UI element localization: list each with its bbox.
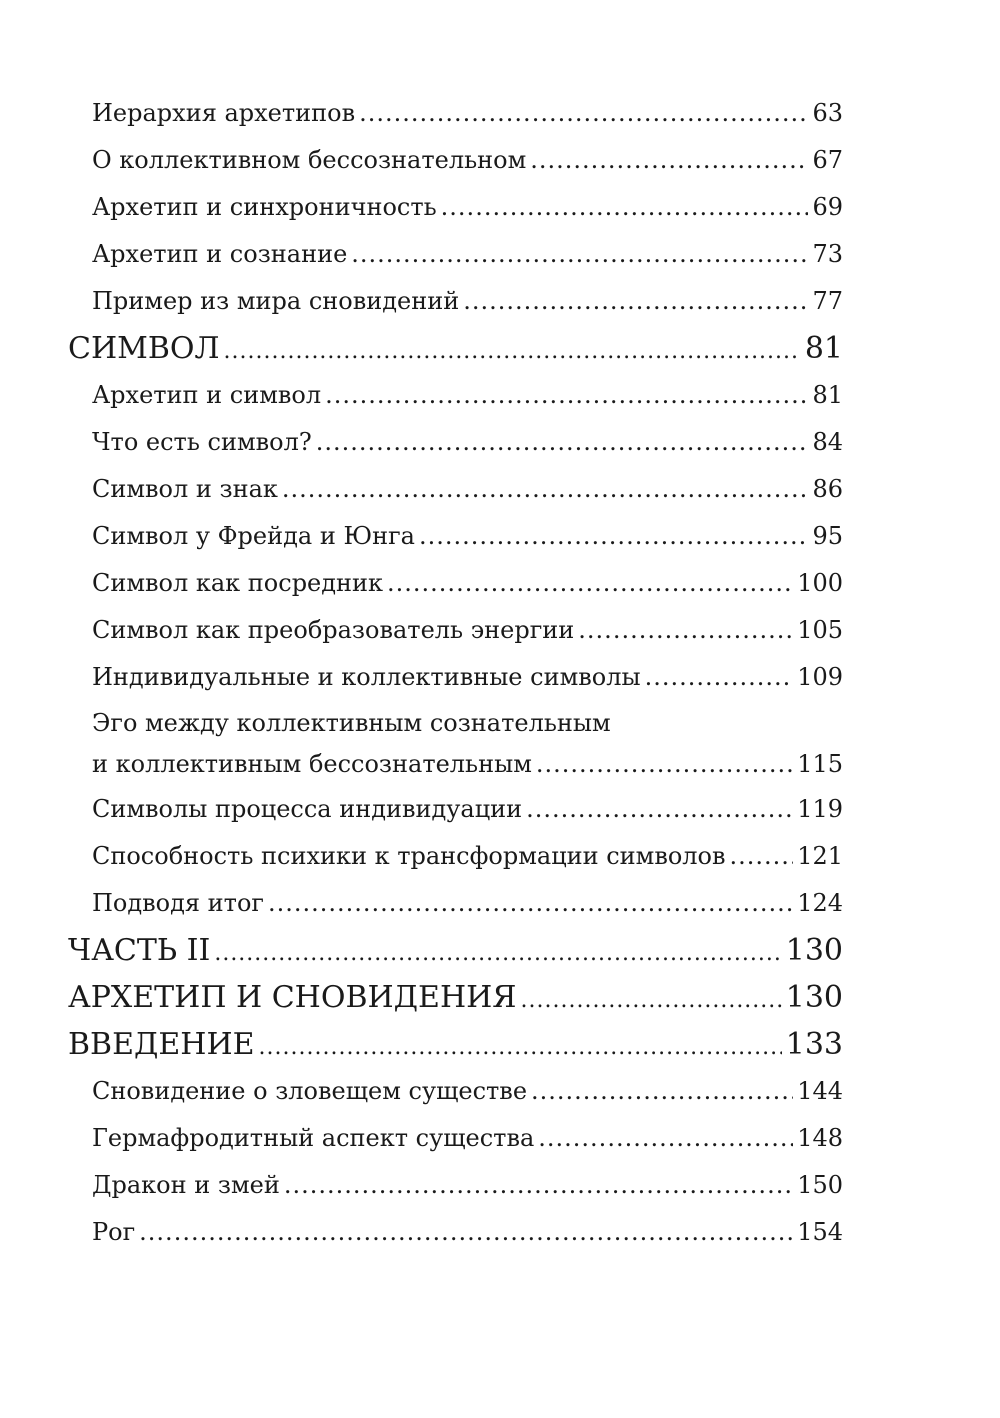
toc-chapter-title: СИМВОЛ (68, 331, 220, 366)
toc-page-number: 124 (797, 889, 843, 917)
toc-entry[interactable] (68, 184, 843, 231)
toc-leader-dots (441, 184, 809, 231)
toc-leader-dots (214, 927, 781, 977)
toc-page-number: 115 (797, 750, 843, 778)
toc-entry-title-line1: Эго между коллективным сознательным (92, 709, 611, 737)
toc-page-number: 86 (812, 475, 843, 503)
toc-page-number: 67 (812, 146, 843, 174)
toc-leader-dots (419, 513, 808, 560)
toc-entry[interactable] (68, 1115, 843, 1162)
toc-entry-title: Архетип и сознание (92, 240, 348, 268)
toc-entry-title: Архетип и синхроничность (92, 193, 437, 221)
toc-entry[interactable] (68, 607, 843, 654)
toc-entry-title: Символ у Фрейда и Юнга (92, 522, 415, 550)
toc-leader-dots (282, 466, 809, 513)
toc-page-number: 63 (812, 99, 843, 127)
toc-leader-dots (325, 372, 808, 419)
toc-part-title: ЧАСТЬ II (68, 933, 211, 968)
toc-page-number: 100 (797, 569, 843, 597)
toc-entry[interactable] (68, 833, 843, 880)
toc-entry[interactable] (68, 786, 843, 833)
toc-page-number: 148 (797, 1124, 843, 1152)
toc-entry[interactable] (68, 654, 843, 701)
toc-page-number: 121 (797, 842, 843, 870)
toc-part-title-entry[interactable] (68, 974, 843, 1021)
toc-entry[interactable] (68, 372, 843, 419)
toc-page-number: 130 (785, 980, 843, 1015)
toc-entry-title: Пример из мира сновидений (92, 287, 460, 315)
toc-leader-dots (578, 607, 793, 654)
toc-leader-dots (521, 974, 782, 1024)
toc-entry-title: Архетип и символ (92, 381, 322, 409)
toc-leader-dots (259, 1021, 782, 1071)
toc-leader-dots (538, 1115, 793, 1162)
toc-leader-dots (316, 419, 809, 466)
toc-entry-title: Что есть символ? (92, 428, 312, 456)
toc-page-number: 81 (804, 331, 843, 366)
toc-entry[interactable] (68, 90, 843, 137)
toc-part-title: АРХЕТИП И СНОВИДЕНИЯ (68, 980, 517, 1015)
toc-leader-dots (268, 880, 793, 927)
toc-page-number: 133 (785, 1027, 843, 1062)
toc-part-entry[interactable] (68, 927, 843, 974)
toc-entry[interactable] (68, 137, 843, 184)
toc-page-number: 95 (812, 522, 843, 550)
toc-leader-dots (359, 90, 808, 137)
toc-entry-title: Дракон и змей (92, 1171, 280, 1199)
toc-entry-title: Подводя итог (92, 889, 264, 917)
toc-leader-dots (531, 1068, 793, 1115)
toc-page-number: 69 (812, 193, 843, 221)
toc-entry-title: Символ как посредник (92, 569, 384, 597)
toc-entry-multiline[interactable] (68, 701, 843, 786)
toc-entry[interactable] (68, 419, 843, 466)
toc-entry[interactable] (68, 880, 843, 927)
toc-page-number: 144 (797, 1077, 843, 1105)
toc-leader-dots (730, 833, 794, 880)
toc-leader-dots (139, 1209, 793, 1256)
toc-entry-title: Символы процесса индивидуации (92, 795, 523, 823)
toc-entry[interactable] (68, 560, 843, 607)
toc-leader-dots (284, 1162, 793, 1209)
toc-entry[interactable] (68, 278, 843, 325)
toc-page-number: 109 (797, 663, 843, 691)
toc-leader-dots (387, 560, 793, 607)
toc-page-number: 73 (812, 240, 843, 268)
toc-leader-dots (530, 137, 808, 184)
toc-entry-title: Индивидуальные и коллективные символы (92, 663, 641, 691)
toc-page-number: 150 (797, 1171, 843, 1199)
table-of-contents (68, 90, 843, 1256)
toc-entry-title: Сновидение о зловещем существе (92, 1077, 528, 1105)
toc-entry[interactable] (68, 466, 843, 513)
toc-entry[interactable] (68, 1068, 843, 1115)
toc-page-number: 105 (797, 616, 843, 644)
toc-chapter-entry[interactable] (68, 325, 843, 372)
toc-entry-title: Символ и знак (92, 475, 278, 503)
toc-page-number: 154 (797, 1218, 843, 1246)
toc-entry[interactable] (68, 513, 843, 560)
toc-entry-title: Иерархия архетипов (92, 99, 356, 127)
toc-page-number: 130 (785, 933, 843, 968)
toc-leader-dots (351, 231, 808, 278)
toc-entry[interactable] (68, 231, 843, 278)
toc-entry-title: Символ как преобразователь энергии (92, 616, 575, 644)
toc-leader-dots (536, 742, 793, 786)
toc-entry-line2 (92, 742, 843, 786)
toc-page-number: 119 (797, 795, 843, 823)
toc-entry-title-line2: и коллективным бессознательным (92, 750, 532, 778)
toc-leader-dots (224, 325, 801, 375)
toc-entry-title: О коллективном бессознательном (92, 146, 527, 174)
toc-page-number: 77 (812, 287, 843, 315)
toc-chapter-entry[interactable] (68, 1021, 843, 1068)
toc-entry[interactable] (68, 1162, 843, 1209)
toc-page-number: 81 (812, 381, 843, 409)
toc-leader-dots (645, 654, 794, 701)
toc-page-number: 84 (812, 428, 843, 456)
toc-entry-title: Способность психики к трансформации символов (92, 842, 726, 870)
toc-leader-dots (463, 278, 808, 325)
toc-leader-dots (526, 786, 793, 833)
toc-entry-title: Рог (92, 1218, 136, 1246)
toc-entry[interactable] (68, 1209, 843, 1256)
toc-entry-title: Гермафродитный аспект существа (92, 1124, 535, 1152)
toc-chapter-title: ВВЕДЕНИЕ (68, 1027, 255, 1062)
